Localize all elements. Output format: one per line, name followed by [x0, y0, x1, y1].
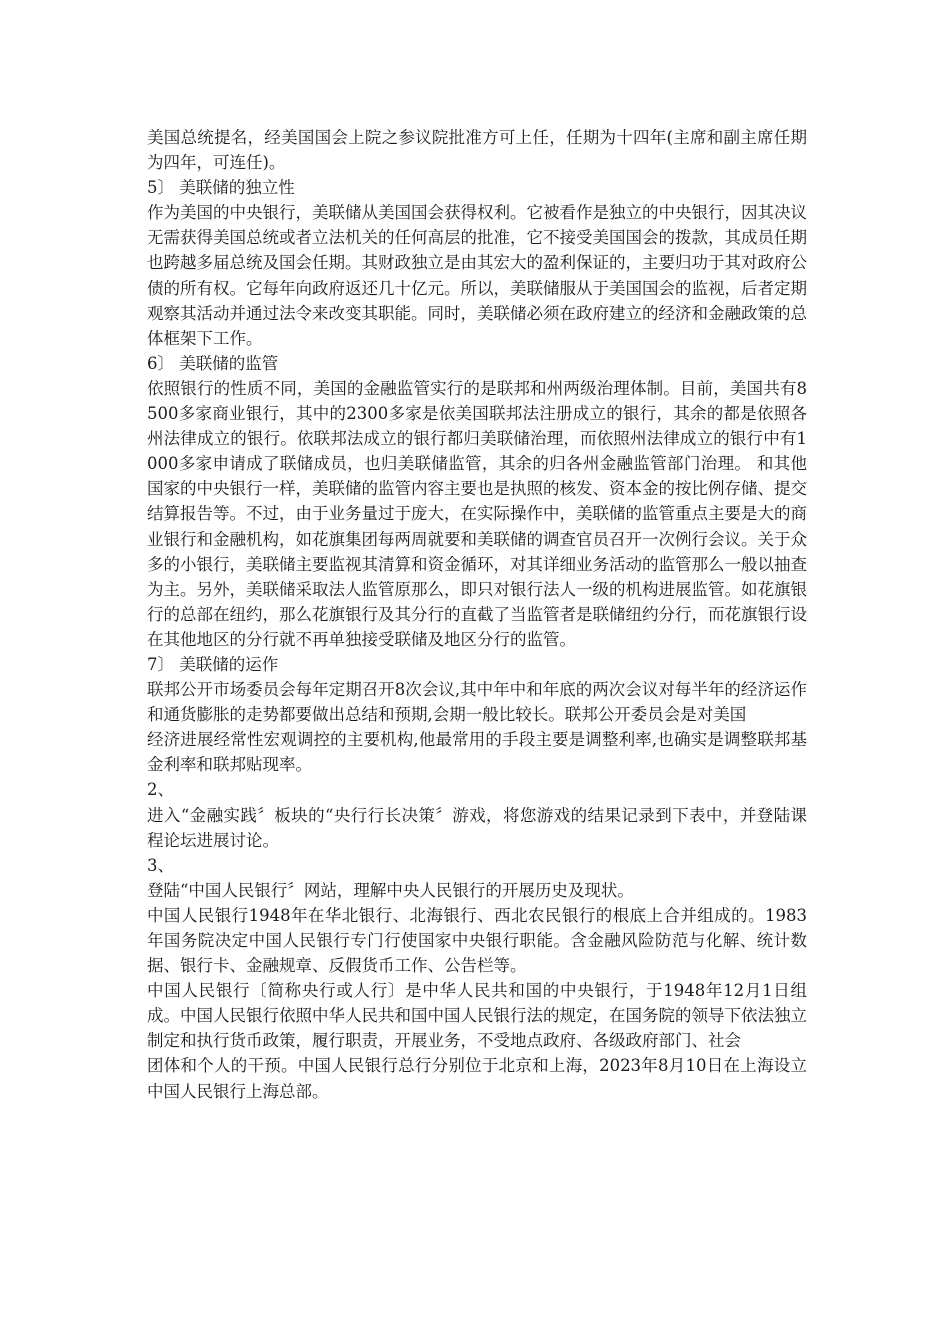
paragraph-pboc-website: 登陆“中国人民银行〞网站，理解中央人民银行的开展历史及现状。: [147, 880, 634, 900]
heading-item-2: 2、: [147, 780, 174, 800]
paragraph-game-instructions: 进入“金融实践〞板块的“央行行长决策〞游戏，将您游戏的结果记录到下表中，并登陆课程论坛进展讨论。: [147, 805, 807, 850]
document-body: [147, 125, 807, 1104]
heading-fed-supervision: 6〕 美联储的监管: [147, 353, 279, 373]
paragraph-pboc-overview: 中国人民银行〔简称央行或人行〕是中华人民共和国的中央银行，于1948年12月1日组成。中国人民银行依照中华人民共和国中国人民银行法的规定，在国务院的领导下依法独立制定和执行货币政策，履行职责，开展业务，不受地点政府、各级政府部门、社会: [147, 981, 807, 1051]
paragraph-fed-supervision: 依照银行的性质不同，美国的金融监管实行的是联邦和州两级治理体制。目前，美国共有8500多家商业银行，其中的2300多家是依美国联邦法注册成立的银行，其余的都是依照各州法律成立的银行。依联邦法成立的银行都归美联储治理，而依照州法律成立的银行中有1000多家申请成了联储成员，也归美联储监管，其余的归各州金融监管部门治理。 和其他国家的中央银行一样，美联储的监管内容主要也是执照的核发、资本金的按比例存储、提交结算报告等。不过，由于业务量过于庞大，在实际操作中，美联储的监管重点主要是大的商业银行和金融机构，如花旗集团每两周就要和美联储的调查官员召开一次例行会议。关于众多的小银行，美联储主要监视其清算和资金循环，对其详细业务活动的监管那么一般以抽查为主。另外，美联储采取法人监管原那么，即只对银行法人一级的机构进展监管。如花旗银行的总部在纽约，那么花旗银行及其分行的直截了当监管者是联储纽约分行，而花旗银行设在其他地区的分行就不再单独接受联储及地区分行的监管。: [147, 378, 807, 649]
paragraph-fed-independence: 作为美国的中央银行，美联储从美国国会获得权利。它被看作是独立的中央银行，因其决议无需获得美国总统或者立法机关的任何高层的批准，它不接受美国国会的拨款，其成员任期也跨越多届总统及国会任期。其财政独立是由其宏大的盈利保证的，主要归功于其对政府公债的所有权。它每年向政府返还几十亿元。所以，美联储服从于美国国会的监视，后者定期观察其活动并通过法令来改变其职能。同时，美联储必须在政府建立的经济和金融政策的总体框架下工作。: [147, 203, 807, 348]
paragraph-pboc-headquarters: 团体和个人的干预。中国人民银行总行分别位于北京和上海，2023年8月10日在上海设立中国人民银行上海总部。: [147, 1056, 807, 1101]
paragraph-fomc-role: 经济进展经常性宏观调控的主要机构,他最常用的手段主要是调整利率,也确实是调整联邦基金利率和联邦贴现率。: [147, 730, 807, 775]
paragraph-pboc-history: 中国人民银行1948年在华北银行、北海银行、西北农民银行的根底上合并组成的。1983年国务院决定中国人民银行专门行使国家中央银行职能。含金融风险防范与化解、统计数据、银行卡、金融规章、反假货币工作、公告栏等。: [147, 905, 807, 976]
heading-fed-operation: 7〕 美联储的运作: [147, 654, 279, 674]
heading-item-3: 3、: [147, 855, 174, 875]
paragraph-fomc-meetings: 联邦公开市场委员会每年定期召开8次会议,其中年中和年底的两次会议对每半年的经济运作和通货膨胀的走势都要做出总结和预期,会期一般比较长。联邦公开委员会是对美国: [147, 680, 807, 725]
paragraph-appointment-term: 美国总统提名，经美国国会上院之参议院批准方可上任，任期为十四年(主席和副主席任期为四年，可连任)。: [147, 128, 807, 173]
heading-fed-independence: 5〕 美联储的独立性: [147, 178, 295, 198]
